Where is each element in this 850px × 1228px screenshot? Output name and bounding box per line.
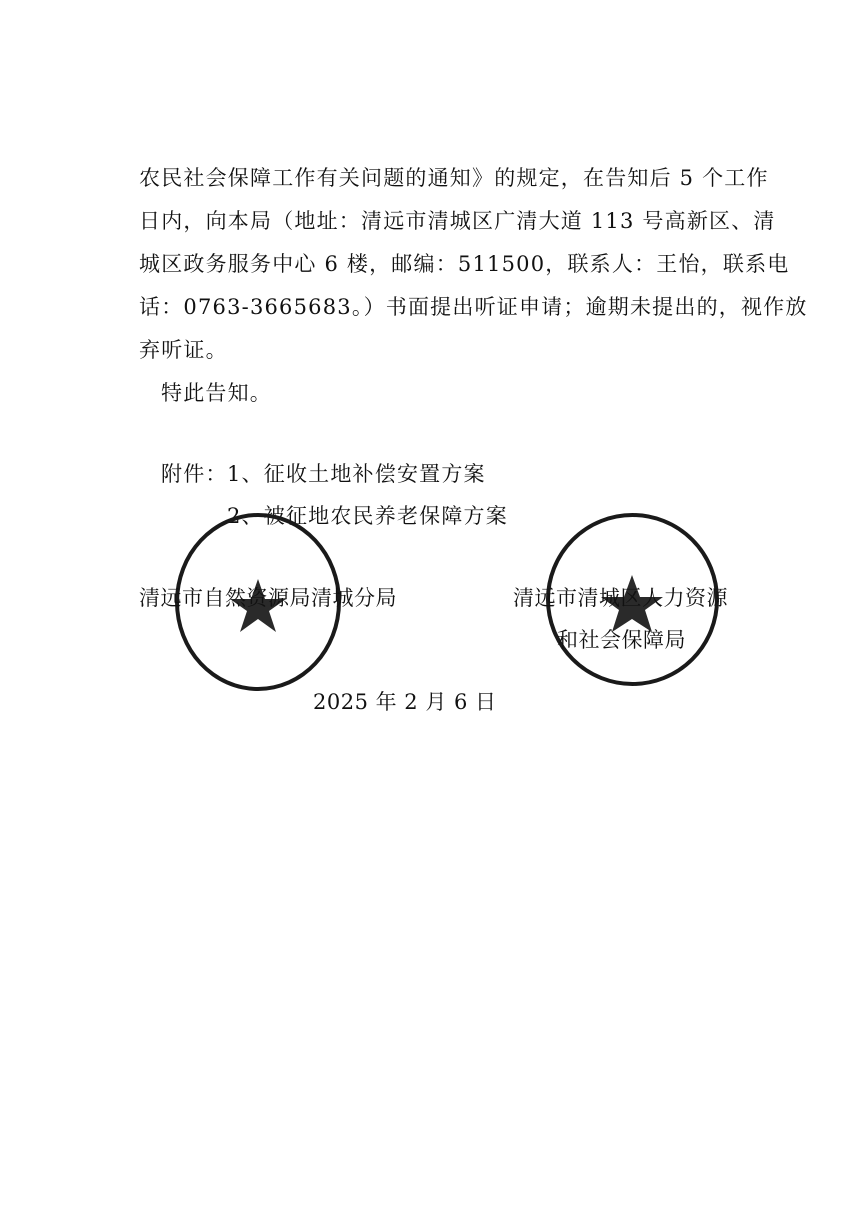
document-date: 2025 年 2 月 6 日	[313, 690, 497, 714]
attachment-item-1: 1、征收土地补偿安置方案	[227, 462, 486, 486]
signature-left: 清远市自然资源局清城分局	[139, 586, 397, 610]
attachment-item-2: 2、被征地农民养老保障方案	[227, 504, 508, 528]
body-line-1: 农民社会保障工作有关问题的通知》的规定，在告知后 5 个工作	[139, 166, 769, 190]
closing-text: 特此告知。	[161, 381, 272, 405]
signature-right-line2: 和社会保障局	[557, 628, 686, 652]
attachments-label: 附件：	[161, 462, 228, 486]
body-line-5: 弃听证。	[139, 338, 228, 362]
body-line-4: 话：0763-3665683。）书面提出听证申请；逾期未提出的，视作放	[139, 295, 808, 319]
signature-right-line1: 清远市清城区人力资源	[513, 586, 728, 610]
body-line-3: 城区政务服务中心 6 楼，邮编：511500，联系人：王怡，联系电	[139, 252, 790, 276]
body-line-2: 日内，向本局（地址：清远市清城区广清大道 113 号高新区、清	[139, 209, 776, 233]
